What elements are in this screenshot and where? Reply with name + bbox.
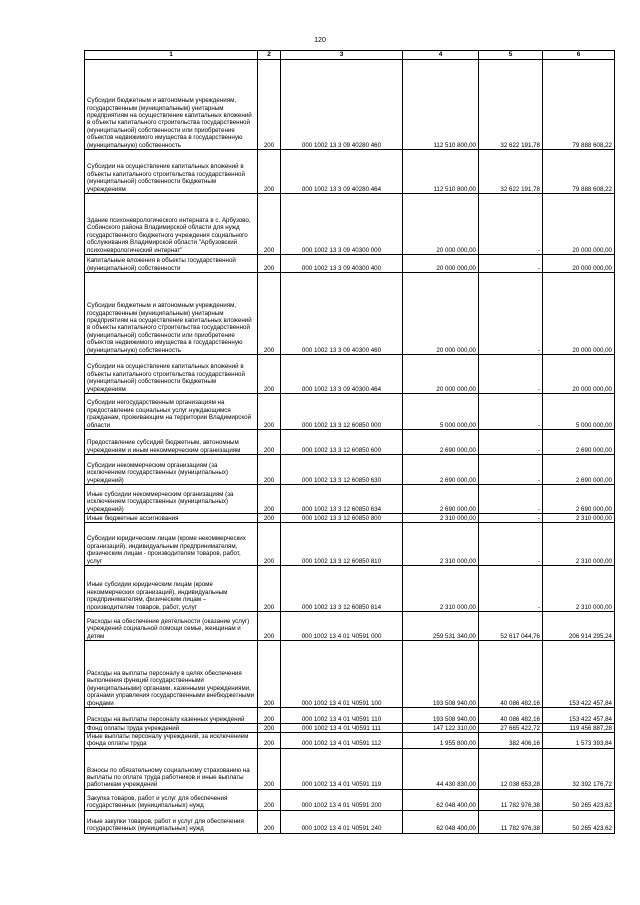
budget-execution-table [84,50,615,834]
row-unexecuted-amount-cell: 20 000 000,00 [543,273,615,355]
row-executed-amount-cell: - [479,394,543,430]
row-budget-code-cell: 000 1002 13 3 09 40300 460 [281,273,403,355]
row-name-cell: Субсидии некоммерческим организациям (за исключением государственных (муниципальных) учреждений) [85,455,258,485]
row-line-code-cell: 200 [258,150,281,194]
row-executed-amount-cell: - [479,566,543,612]
column-header: 4 [403,51,479,60]
row-name-cell: Взносы по обязательному социальному страхованию на выплаты по оплате труда работников и иные выплаты работникам учреждений [85,748,258,789]
row-budget-code-cell: 000 1002 13 3 12 60850 810 [281,523,403,566]
row-budget-code-cell: 000 1002 13 3 12 60850 814 [281,566,403,612]
row-executed-amount-cell: - [479,255,543,273]
row-unexecuted-amount-cell: 2 690 000,00 [543,455,615,485]
row-executed-amount-cell: - [479,273,543,355]
row-name-cell: Предоставление субсидий бюджетным, автономным учреждениям и иным некоммерческим организациям [85,430,258,455]
row-line-code-cell: 200 [258,748,281,789]
row-name-cell: Субсидии юридическим лицам (кроме некоммерческих организаций), индивидуальным предпринимателям, физическим лицам - производителям товаров, работ, услуг [85,523,258,566]
row-unexecuted-amount-cell: 20 000 000,00 [543,194,615,255]
row-approved-amount-cell: 20 000 000,00 [403,255,479,273]
row-approved-amount-cell: 5 000 000,00 [403,394,479,430]
row-line-code-cell: 200 [258,394,281,430]
row-executed-amount-cell: 52 617 044,76 [479,612,543,641]
row-line-code-cell: 200 [258,60,281,150]
row-executed-amount-cell: - [479,523,543,566]
row-unexecuted-amount-cell: 2 690 000,00 [543,430,615,455]
row-executed-amount-cell: 11 782 976,38 [479,810,543,833]
table-row [85,355,615,394]
table-row [85,60,615,150]
row-budget-code-cell: 000 1002 13 3 12 60850 630 [281,455,403,485]
row-name-cell: Капитальные вложения в объекты государственной (муниципальной) собственности [85,255,258,273]
row-unexecuted-amount-cell: 119 456 887,28 [543,724,615,733]
row-unexecuted-amount-cell: 79 888 608,22 [543,60,615,150]
page-number: 120 [314,37,326,44]
row-unexecuted-amount-cell: 2 310 000,00 [543,514,615,523]
table-row [85,523,615,566]
row-budget-code-cell: 000 1002 13 4 01 Ч0591 100 [281,641,403,708]
row-line-code-cell: 200 [258,810,281,833]
row-line-code-cell: 200 [258,455,281,485]
table-row [85,430,615,455]
row-approved-amount-cell: 2 310 000,00 [403,514,479,523]
row-approved-amount-cell: 193 508 940,00 [403,641,479,708]
row-executed-amount-cell: 382 406,16 [479,733,543,749]
row-approved-amount-cell: 112 510 800,00 [403,150,479,194]
column-header: 6 [543,51,615,60]
row-line-code-cell: 200 [258,194,281,255]
row-unexecuted-amount-cell: 20 000 000,00 [543,355,615,394]
row-name-cell: Иные закупки товаров, работ и услуг для обеспечения государственных (муниципальных) нужд [85,810,258,833]
row-line-code-cell: 200 [258,566,281,612]
row-unexecuted-amount-cell: 1 573 393,84 [543,733,615,749]
table-row [85,485,615,514]
column-header: 3 [281,51,403,60]
row-name-cell: Субсидии бюджетным и автономным учреждениям, государственным (муниципальным) унитарным предприятиям на осуществление капитальных вложений в объекты капитального строительства государственной (муниципальной) собственности или приобретение объектов недвижимого имущества в государственную (муниципальную) собственность [85,273,258,355]
row-executed-amount-cell: 27 665 422,72 [479,724,543,733]
row-name-cell: Иные бюджетные ассигнования [85,514,258,523]
row-approved-amount-cell: 20 000 000,00 [403,194,479,255]
row-executed-amount-cell: 11 782 976,38 [479,789,543,810]
row-executed-amount-cell: - [479,455,543,485]
row-unexecuted-amount-cell: 2 690 000,00 [543,485,615,514]
row-approved-amount-cell: 193 508 940,00 [403,708,479,724]
row-name-cell: Расходы на обеспечение деятельности (оказание услуг) учреждений социальной помощи семье, женщинам и детям [85,612,258,641]
table-row [85,733,615,749]
table-row [85,394,615,430]
row-line-code-cell: 200 [258,523,281,566]
row-name-cell: Субсидии бюджетным и автономным учреждениям, государственным (муниципальным) унитарным предприятиям на осуществление капитальных вложений в объекты капитального строительства государственной (муниципальной) собственности или приобретение объектов недвижимого имущества в государственную (муниципальную) собственность [85,60,258,150]
row-budget-code-cell: 000 1002 13 3 09 40280 460 [281,60,403,150]
row-line-code-cell: 200 [258,612,281,641]
table-row [85,612,615,641]
row-line-code-cell: 200 [258,733,281,749]
row-executed-amount-cell: 40 086 482,16 [479,641,543,708]
row-approved-amount-cell: 2 690 000,00 [403,485,479,514]
row-unexecuted-amount-cell: 79 888 608,22 [543,150,615,194]
row-line-code-cell: 200 [258,255,281,273]
row-budget-code-cell: 000 1002 13 3 12 60850 800 [281,514,403,523]
row-line-code-cell: 200 [258,724,281,733]
row-approved-amount-cell: 1 955 800,00 [403,733,479,749]
row-approved-amount-cell: 44 430 830,00 [403,748,479,789]
table-header-row [85,51,615,60]
row-line-code-cell: 200 [258,485,281,514]
row-budget-code-cell: 000 1002 13 4 01 Ч0591 119 [281,748,403,789]
table-row [85,724,615,733]
row-approved-amount-cell: 112 510 800,00 [403,60,479,150]
row-line-code-cell: 200 [258,514,281,523]
row-unexecuted-amount-cell: 2 310 000,00 [543,566,615,612]
table-row [85,150,615,194]
column-header: 2 [258,51,281,60]
row-budget-code-cell: 000 1002 13 4 01 Ч0591 000 [281,612,403,641]
row-name-cell: Фонд оплаты труда учреждений [85,724,258,733]
row-budget-code-cell: 000 1002 13 3 09 40300 000 [281,194,403,255]
row-budget-code-cell: 000 1002 13 4 01 Ч0591 111 [281,724,403,733]
row-budget-code-cell: 000 1002 13 3 12 60850 000 [281,394,403,430]
row-budget-code-cell: 000 1002 13 3 12 60850 600 [281,430,403,455]
row-approved-amount-cell: 20 000 000,00 [403,273,479,355]
table-row [85,641,615,708]
row-name-cell: Субсидии на осуществление капитальных вложений в объекты капитального строительства государственной (муниципальной) собственности бюджетным учреждениям [85,150,258,194]
row-approved-amount-cell: 62 048 400,00 [403,789,479,810]
row-executed-amount-cell: 32 622 191,78 [479,150,543,194]
row-line-code-cell: 200 [258,273,281,355]
row-executed-amount-cell: - [479,430,543,455]
row-unexecuted-amount-cell: 153 422 457,84 [543,708,615,724]
row-unexecuted-amount-cell: 32 392 176,72 [543,748,615,789]
row-approved-amount-cell: 20 000 000,00 [403,355,479,394]
row-name-cell: Закупка товаров, работ и услуг для обеспечения государственных (муниципальных) нужд [85,789,258,810]
table-row [85,789,615,810]
row-unexecuted-amount-cell: 206 914 295,24 [543,612,615,641]
row-executed-amount-cell: - [479,485,543,514]
row-approved-amount-cell: 2 690 000,00 [403,430,479,455]
row-executed-amount-cell: 40 086 482,16 [479,708,543,724]
row-budget-code-cell: 000 1002 13 4 01 Ч0591 200 [281,789,403,810]
row-approved-amount-cell: 147 122 310,00 [403,724,479,733]
row-unexecuted-amount-cell: 153 422 457,84 [543,641,615,708]
row-executed-amount-cell: - [479,355,543,394]
row-approved-amount-cell: 259 531 340,00 [403,612,479,641]
table-row [85,255,615,273]
row-unexecuted-amount-cell: 50 265 423,62 [543,789,615,810]
table-body [85,60,615,834]
row-unexecuted-amount-cell: 20 000 000,00 [543,255,615,273]
row-budget-code-cell: 000 1002 13 4 01 Ч0591 112 [281,733,403,749]
row-name-cell: Расходы на выплаты персоналу казенных учреждений [85,708,258,724]
row-budget-code-cell: 000 1002 13 3 12 60850 634 [281,485,403,514]
row-line-code-cell: 200 [258,708,281,724]
row-name-cell: Субсидии на осуществление капитальных вложений в объекты капитального строительства государственной (муниципальной) собственности бюджетным учреждениям [85,355,258,394]
column-header: 1 [85,51,258,60]
row-budget-code-cell: 000 1002 13 4 01 Ч0591 240 [281,810,403,833]
row-line-code-cell: 200 [258,430,281,455]
row-line-code-cell: 200 [258,355,281,394]
table-row [85,810,615,833]
row-executed-amount-cell: - [479,514,543,523]
row-name-cell: Иные субсидии некоммерческим организациям (за исключением государственных (муниципальных) учреждений) [85,485,258,514]
row-executed-amount-cell: 32 622 191,78 [479,60,543,150]
row-budget-code-cell: 000 1002 13 4 01 Ч0591 110 [281,708,403,724]
row-name-cell: Расходы на выплаты персоналу в целях обеспечения выполнения функций государственными (муниципальными) органами, казенными учреждениями, органами управления государственными внебюджетными фондами [85,641,258,708]
row-unexecuted-amount-cell: 2 310 000,00 [543,523,615,566]
table-row [85,194,615,255]
row-budget-code-cell: 000 1002 13 3 09 40300 464 [281,355,403,394]
row-approved-amount-cell: 2 690 000,00 [403,455,479,485]
row-approved-amount-cell: 62 048 400,00 [403,810,479,833]
row-executed-amount-cell: 12 038 653,28 [479,748,543,789]
row-executed-amount-cell: - [479,194,543,255]
row-name-cell: Субсидии негосударственным организациям на предоставление социальных услуг нуждающимся гражданам, проживающим на территории Владимирской области [85,394,258,430]
row-name-cell: Иные субсидии юридическим лицам (кроме некоммерческих организаций), индивидуальным предпринимателям, физическим лицам – производителям товаров, работ, услуг [85,566,258,612]
row-unexecuted-amount-cell: 5 000 000,00 [543,394,615,430]
table-row [85,566,615,612]
table-row [85,455,615,485]
table-row [85,514,615,523]
table-row [85,273,615,355]
row-unexecuted-amount-cell: 50 265 423,62 [543,810,615,833]
row-approved-amount-cell: 2 310 000,00 [403,566,479,612]
column-header: 5 [479,51,543,60]
row-approved-amount-cell: 2 310 000,00 [403,523,479,566]
table-row [85,748,615,789]
row-line-code-cell: 200 [258,789,281,810]
row-name-cell: Иные выплаты персоналу учреждений, за исключением фонда оплаты труда [85,733,258,749]
row-budget-code-cell: 000 1002 13 3 09 40300 400 [281,255,403,273]
row-line-code-cell: 200 [258,641,281,708]
table-row [85,708,615,724]
row-budget-code-cell: 000 1002 13 3 09 40280 464 [281,150,403,194]
row-name-cell: Здание психоневрологического интерната в с. Арбузово, Собинского района Владимирской области для нужд государственного бюджетного учреждения социального обслуживания Владимирской области "Арбузовский психоневрологический интернат" [85,194,258,255]
